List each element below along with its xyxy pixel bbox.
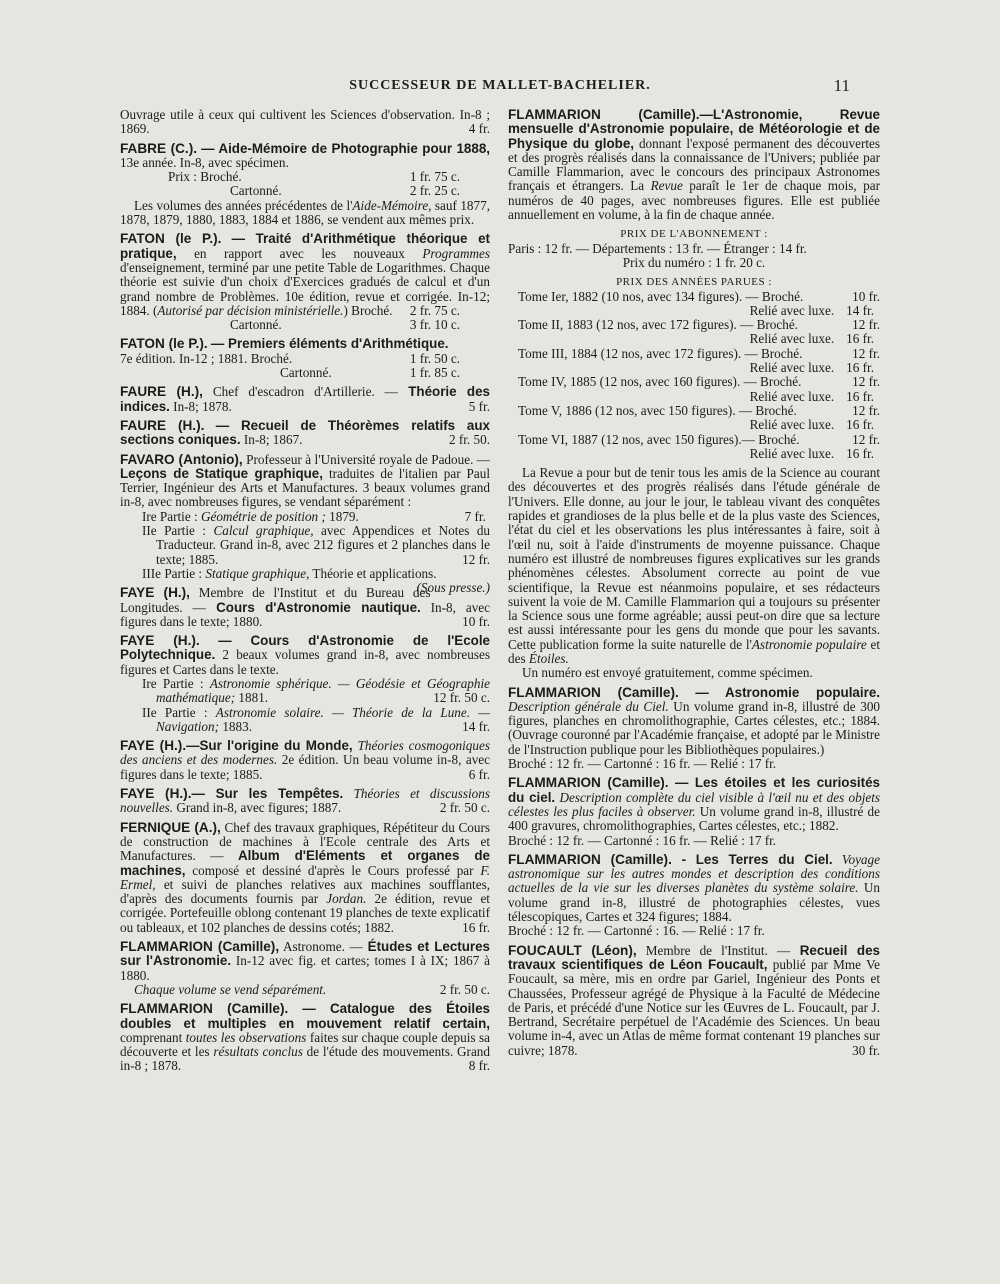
- volume-bound-row: [508, 447, 880, 461]
- entry-price: 2 fr. 50.: [448, 432, 490, 448]
- note-text: sauf 1877, 1878, 1879, 1880, 1883, 1884 et 1886, se vendent aux mêmes prix.: [120, 197, 490, 228]
- entry-text: de l'étude des mouvements. Grand in-8 ; 1878.: [120, 1044, 490, 1074]
- price-line: [120, 170, 490, 184]
- catalog-entry: [120, 142, 490, 228]
- entry-author: FAYE (H.).: [120, 786, 192, 802]
- catalog-entry: [120, 739, 490, 782]
- entry-title: — Catalogue des Étoiles doubles et multiples en mouvement relatif certain,: [120, 1001, 491, 1031]
- entry-text: In-8, avec figures dans le texte; 1880.: [120, 599, 491, 629]
- subscription-heading: PRIX DE L'ABONNEMENT :: [620, 228, 768, 241]
- bound-price: 16 fr.: [846, 331, 874, 347]
- catalog-entry: [508, 944, 880, 1058]
- price-value: 1 fr. 75 c.: [409, 169, 460, 185]
- entry-text: Professeur à l'Université royale de Padoue. —: [242, 451, 490, 467]
- entry-text: traduites de l'italien par Paul Terrier, Ingénieur des Arts et Manufactures. 3 beaux volumes grand in-8, avec nombreuses figures, se vendant séparément :: [120, 465, 491, 510]
- entry-text: Chef des travaux graphiques, Répétiteur du Cours de construction de machines à l'Ecole centrale des Arts et Manufactures. —: [120, 819, 490, 864]
- entry-price: 2 fr. 50 c.: [439, 981, 490, 997]
- volume-row: [508, 318, 880, 332]
- issue-price: Prix du numéro : 1 fr. 20 c.: [622, 254, 766, 270]
- price-label: Prix : Broché.: [168, 169, 242, 185]
- entry-note: [120, 199, 490, 228]
- price-line: [120, 366, 490, 380]
- entry-title: - Les Terres du Ciel.: [671, 851, 833, 867]
- bound-label: Relié avec luxe.: [749, 302, 835, 318]
- volume-name: Tome III, 1884 (12 nos, avec 172 figures). — Broché.: [518, 345, 803, 361]
- entry-note: [120, 983, 490, 997]
- catalog-entry: [508, 776, 880, 847]
- volume-price: 12 fr.: [852, 374, 880, 390]
- entry-title: Études et Lectures sur l'Astronomie.: [120, 939, 491, 969]
- entry-author: FAURE (H.).: [120, 417, 205, 433]
- entry-title: — Les étoiles et les curiosités du ciel.: [508, 775, 880, 805]
- catalog-entry: [508, 853, 880, 939]
- volume-part: [134, 706, 490, 735]
- part-price: 14 fr.: [462, 718, 490, 734]
- price-value: 2 fr. 25 c.: [409, 183, 460, 199]
- volume-name: Tome Ier, 1882 (10 nos, avec 134 figures). — Broché.: [518, 288, 804, 304]
- entry-price: 5 fr.: [468, 398, 490, 414]
- volume-part: [134, 677, 490, 706]
- entry-price: 4 fr.: [468, 121, 490, 137]
- entry-italic: Jordan.: [326, 891, 367, 907]
- volume-row: [508, 433, 880, 447]
- entry-text: Grand in-8, avec figures; 1887.: [173, 800, 342, 816]
- entry-author: FLAMMARION (Camille).: [120, 1001, 289, 1017]
- price-line: Broché : 12 fr. — Cartonné : 16. — Relié : 17 fr.: [508, 923, 765, 939]
- volume-price: 12 fr.: [852, 431, 880, 447]
- description-text: et des: [508, 636, 880, 666]
- entry-text: Un volume grand in-8, illustré de 400 gravures, chromolithographies, Cartes célestes, etc.; 1882.: [508, 803, 881, 834]
- entry-title: Théorie des indices.: [120, 384, 490, 414]
- bound-price: 16 fr.: [846, 445, 874, 461]
- note-italic: Aide-Mémoire,: [352, 197, 432, 213]
- entry-text: 7e édition. In-12 ; 1881. Broché.: [120, 350, 293, 366]
- price-label: Cartonné.: [230, 183, 282, 199]
- subscription-prices: Paris : 12 fr. — Départements : 13 fr. — Étranger : 14 fr.: [508, 240, 807, 256]
- entry-text: Astronome. —: [279, 939, 363, 955]
- entry-text: 2e édition. Un beau volume in-8, avec figures dans le texte; 1885.: [120, 752, 491, 782]
- entry-text: paraît le 1er de chaque mois, par numéros de 40 pages, avec nombreuses figures. Elle est publiée annuellement en volume, à la fin de chaque année.: [508, 178, 880, 223]
- entry-price: 8 fr.: [468, 1058, 490, 1074]
- entry-text: In-8; 1878.: [169, 398, 232, 414]
- catalog-entry: [120, 634, 490, 734]
- entry-title: — Astronomie populaire.: [678, 684, 880, 700]
- entry-title: — Recueil de Théorèmes relatifs aux sections coniques.: [120, 417, 491, 448]
- price-line: Broché : 12 fr. — Cartonné : 16 fr. — Relié : 17 fr.: [508, 832, 777, 848]
- entry-text: publié par Mme Ve Foucault, sa mère, mis en ordre par Gariel, Ingénieur des Ponts et Chaussées, Professeur agrégé de Physique à la Faculté de Médecine de Paris, et précédé d'une Notice sur les Œuvres de L. Foucault, par J. Bertrand, Secrétaire perpétuel de l'Académie des Sciences. Un beau volume in-4, avec un Atlas de même format contenant 19 planches sur cuivre; 1878.: [508, 956, 880, 1058]
- entry-text: In-8; 1867.: [240, 432, 303, 448]
- bound-label: Relié avec luxe.: [749, 331, 835, 347]
- entry-price: 16 fr.: [462, 919, 490, 935]
- price-line: Broché : 12 fr. — Cartonné : 16 fr. — Relié : 17 fr.: [508, 756, 777, 772]
- entry-text: 2 beaux volumes grand in-8, avec nombreuses figures et Cartes dans le texte.: [120, 647, 490, 677]
- entry-text: Membre de l'Institut et du Bureau des Longitudes. —: [120, 585, 431, 615]
- entry-author: FAYE (H.),: [120, 585, 190, 601]
- part-text: 1883.: [219, 718, 252, 734]
- volume-price: 12 fr.: [852, 317, 880, 333]
- entry-author: FLAMMARION (Camille),: [120, 939, 280, 955]
- part-text: Théorie et applications.: [309, 565, 437, 581]
- entry-author: FLAMMARION (Camille).: [508, 775, 669, 791]
- note-italic: Chaque volume se vend séparément.: [134, 981, 327, 997]
- entry-italic: Programmes: [422, 245, 490, 261]
- entry-title: Recueil des travaux scientifiques de Léon Foucault,: [508, 942, 880, 972]
- entry-author: FAVARO (Antonio),: [120, 451, 243, 467]
- entry-text: comprenant: [120, 1029, 186, 1045]
- volume-row: [508, 290, 880, 304]
- entry-title: — Aide-Mémoire de Photographie pour 1888,: [201, 140, 490, 156]
- note-text: Les volumes des années précédentes de l': [134, 197, 353, 213]
- entry-italic: Voyage astronomique sur les autres mondes et description des conditions actuelles de la vie sur les diverses planètes du système solaire.: [508, 851, 880, 896]
- bound-label: Relié avec luxe.: [749, 417, 835, 433]
- right-column: [508, 108, 880, 1063]
- catalog-entry: [120, 419, 490, 448]
- entry-italic: Autorisé par décision ministérielle.: [157, 302, 344, 318]
- price-line: [120, 184, 490, 198]
- entry-text: Ouvrage utile à ceux qui cultivent les Sciences d'observation. In-8 ; 1869.: [120, 107, 490, 137]
- part-title: Calcul graphique,: [213, 523, 314, 539]
- catalog-entry: [120, 940, 490, 997]
- entry-price: 10 fr.: [462, 613, 490, 629]
- bound-price: 14 fr.: [846, 302, 874, 318]
- volume-bound-row: [508, 418, 880, 432]
- entry-author: FATON (le P.).: [120, 336, 208, 352]
- entry-title: — Traité d'Arithmétique théorique et pratique,: [120, 231, 490, 261]
- entry-italic: Description complète du ciel visible à l'œil nu et des objets célestes les plus faciles à observer.: [508, 789, 881, 819]
- entry-italic: Théories cosmogoniques des anciens et des modernes.: [120, 738, 490, 768]
- part-label: Ire Partie :: [142, 675, 210, 691]
- entry-title: Album d'Eléments et organes de machines,: [120, 848, 491, 878]
- bound-label: Relié avec luxe.: [749, 445, 835, 461]
- volume-part: [134, 524, 490, 567]
- volume-list: [508, 290, 880, 462]
- part-title: Astronomie solaire. — Théorie de la Lune. — Navigation;: [156, 704, 491, 734]
- catalog-entry: [120, 1002, 490, 1073]
- entry-text: et suivi de planches relatives aux machines soufflantes, d'après des documents fournis par: [120, 876, 490, 907]
- entry-author: FLAMMARION (Camille).: [508, 107, 700, 122]
- price-value: 2 fr. 75 c.: [409, 302, 460, 318]
- catalog-entry: [120, 787, 490, 816]
- volume-row: [508, 375, 880, 389]
- bound-label: Relié avec luxe.: [749, 360, 835, 376]
- entry-italic: F. Ermel,: [120, 862, 490, 892]
- subscription-block: [508, 227, 880, 270]
- description-text: La Revue a pour but de tenir tous les amis de la Science au courant des découvertes et des progrès réalisés dans l'étude générale de l'Univers. Elle donne, au jour le jour, le tableau vivant des conquêtes rapides et grandioses de la plus belle et de la plus vaste des Sciences, l'état du ciel et les observations les plus intéressantes à faire, soit à l'œil nu, soit à l'aide d'instruments de moyenne puissance. Chaque numéro est illustré de nombreuses figures explicatives sur les grands phénomènes célestes. Absolument correcte au point de vue scientifique, la Revue est néanmoins populaire, et ses rédacteurs suivent la voie de M. Camille Flammarion qui a toujours su présenter la Science sous une forme agréable; aussi peut-on dire que sa lecture est aussi intéressante pour les gens du monde que pour les savants. Cette publication forme la suite naturelle de l': [508, 465, 880, 652]
- part-title: Astronomie sphérique. — Géodésie et Géographie mathématique;: [156, 675, 490, 706]
- part-text: 1881.: [235, 690, 269, 706]
- volume-part: [134, 510, 490, 524]
- entry-text: 13e année. In-8, avec spécimen.: [120, 154, 289, 170]
- entry-text: faites sur chaque couple depuis sa découverte et les: [120, 1029, 490, 1060]
- bound-price: 16 fr.: [846, 360, 874, 376]
- revue-description: [508, 466, 880, 680]
- entry-italic: résultats conclus: [213, 1044, 303, 1060]
- entry-price: 6 fr.: [468, 766, 490, 782]
- part-price: (Sous presse.): [416, 580, 490, 596]
- entry-text: Un volume grand in-8, illustré de photographies célestes, vues télescopiques, Cartes et 324 figures; 1884.: [508, 880, 880, 925]
- entry-price: 30 fr.: [852, 1042, 880, 1058]
- entry-text: en rapport avec les nouveaux: [176, 245, 423, 261]
- entry-author: FAYE (H.).: [120, 633, 200, 649]
- volume-row: [508, 404, 880, 418]
- entry-author: FLAMMARION (Camille).: [508, 684, 679, 700]
- volume-price: 12 fr.: [852, 402, 880, 418]
- bound-label: Relié avec luxe.: [749, 388, 835, 404]
- description-italic: Astronomie populaire: [751, 636, 867, 652]
- entry-author: FERNIQUE (A.),: [120, 819, 221, 835]
- catalog-entry: [120, 385, 490, 414]
- part-text: 1879.: [325, 508, 359, 524]
- page-header: [0, 78, 1000, 100]
- part-price: 12 fr. 50 c.: [433, 690, 490, 706]
- entry-text: 2e édition, revue et corrigée. Portefeuille oblong contenant 19 planches de texte explicatif ou tableaux, et 102 planches de dessins cotés; 1882.: [120, 891, 490, 935]
- volumes-heading: PRIX DES ANNÉES PARUES :: [616, 276, 772, 289]
- description-italic: Étoiles.: [528, 650, 569, 666]
- left-column: [120, 108, 490, 1079]
- volume-bound-row: [508, 332, 880, 346]
- entry-text: Membre de l'Institut. —: [636, 942, 791, 958]
- volumes-block: [508, 275, 880, 461]
- part-text: avec Appendices et Notes du Traducteur. Grand in-8, avec 212 figures et 2 planches dans le texte; 1885.: [156, 523, 491, 567]
- entry-italic: Théories et discussions nouvelles.: [120, 786, 490, 816]
- entry-price: 2 fr. 50 c.: [439, 800, 490, 816]
- price-value: 1 fr. 85 c.: [409, 365, 460, 381]
- entry-author: FABRE (C.).: [120, 140, 198, 156]
- entry-text: d'enseignement, terminé par une petite Table de Logarithmes. Chaque théorie est suivie d'un choix d'Exercices gradués de calcul et d'un grand nombre de Problèmes. 10e édition, revue et corrigée. In-12; 1884. (: [120, 259, 490, 318]
- bound-price: 16 fr.: [846, 388, 874, 404]
- bound-price: 16 fr.: [846, 417, 874, 433]
- catalog-entry: [120, 821, 490, 935]
- volume-name: Tome V, 1886 (12 nos, avec 150 figures). — Broché.: [518, 402, 797, 418]
- price-label: Cartonné.: [230, 317, 282, 333]
- catalog-entry: [120, 108, 490, 137]
- running-title: SUCCESSEUR DE MALLET-BACHELIER.: [349, 78, 651, 93]
- entry-italic: Description générale du Ciel.: [508, 698, 669, 714]
- entry-author: FAYE (H.).: [120, 738, 187, 754]
- entry-author: FAURE (H.),: [120, 384, 203, 400]
- catalog-entry: [120, 232, 490, 332]
- catalog-entry: [508, 108, 880, 222]
- entry-author: FATON (le P.).: [120, 231, 222, 247]
- entry-text: ) Broché.: [343, 302, 393, 318]
- entry-text: Un volume grand in-8, illustré de 300 figures, planches en chromolithographie, Cartes célestes, etc.; 1884. (Ouvrage couronné par l'Académie française, et adopté par le Ministre de l'Instruction publique pour les Bibliothèques populaires.): [508, 698, 881, 757]
- entry-title: Cours d'Astronomie nautique.: [205, 599, 421, 615]
- volume-price: 12 fr.: [852, 345, 880, 361]
- price-value: 1 fr. 50 c.: [409, 350, 460, 366]
- price-line: [120, 318, 490, 332]
- price-value: 3 fr. 10 c.: [409, 317, 460, 333]
- volume-price: 10 fr.: [852, 288, 880, 304]
- entry-text: composé et dessiné d'après le Cours professé par: [185, 862, 481, 878]
- part-title: Géométrie de position ;: [200, 508, 326, 524]
- entry-author: FLAMMARION (Camille).: [508, 851, 672, 867]
- entry-text: donnant l'exposé permanent des découvertes et des progrès réalisés dans la connaissance de l'Univers; publiée par Camille Flammarion, avec le concours des principaux Astronomes français et étrangers. La: [508, 135, 880, 194]
- part-price: 12 fr.: [462, 551, 490, 567]
- entry-title: — Premiers éléments d'Arithmétique.: [210, 336, 449, 352]
- catalog-entry: [120, 337, 490, 380]
- price-label: Cartonné.: [280, 365, 332, 381]
- volume-name: Tome VI, 1887 (12 nos, avec 150 figures).— Broché.: [518, 431, 800, 447]
- entry-text: In-12 avec fig. et cartes; tomes I à IX; 1867 à 1880.: [120, 953, 490, 983]
- volume-bound-row: [508, 361, 880, 375]
- volume-bound-row: [508, 390, 880, 404]
- entry-title: Leçons de Statique graphique,: [120, 465, 323, 481]
- volume-name: Tome II, 1883 (12 nos, avec 172 figures). — Broché.: [518, 317, 798, 333]
- volume-name: Tome IV, 1885 (12 nos, avec 160 figures). — Broché.: [518, 374, 802, 390]
- entry-text: Chef d'escadron d'Artillerie. —: [202, 384, 398, 400]
- entry-italic: toutes les observations: [185, 1029, 307, 1045]
- entry-italic: Revue: [650, 178, 683, 194]
- entry-author: FOUCAULT (Léon),: [508, 942, 637, 958]
- specimen-note: Un numéro est envoyé gratuitement, comme spécimen.: [522, 665, 813, 681]
- price-line: [120, 352, 490, 366]
- page-number: 11: [833, 76, 850, 95]
- entry-title: —Sur l'origine du Monde,: [186, 738, 353, 754]
- entry-title: — Sur les Tempêtes.: [191, 786, 344, 802]
- volume-bound-row: [508, 304, 880, 318]
- catalog-entry: [508, 686, 880, 772]
- part-label: Ire Partie :: [142, 508, 201, 524]
- entry-title: — Cours d'Astronomie de l'Ecole Polytechnique.: [120, 633, 491, 663]
- entry-title: —L'Astronomie, Revue mensuelle d'Astronomie populaire, de Météorologie et de Physique du globe,: [508, 107, 880, 151]
- part-title: Statique graphique,: [205, 565, 310, 581]
- part-label: IIe Partie :: [142, 523, 214, 539]
- volume-row: [508, 347, 880, 361]
- part-label: IIIe Partie :: [142, 565, 206, 581]
- part-price: 7 fr.: [464, 508, 486, 524]
- part-label: IIe Partie :: [142, 704, 216, 720]
